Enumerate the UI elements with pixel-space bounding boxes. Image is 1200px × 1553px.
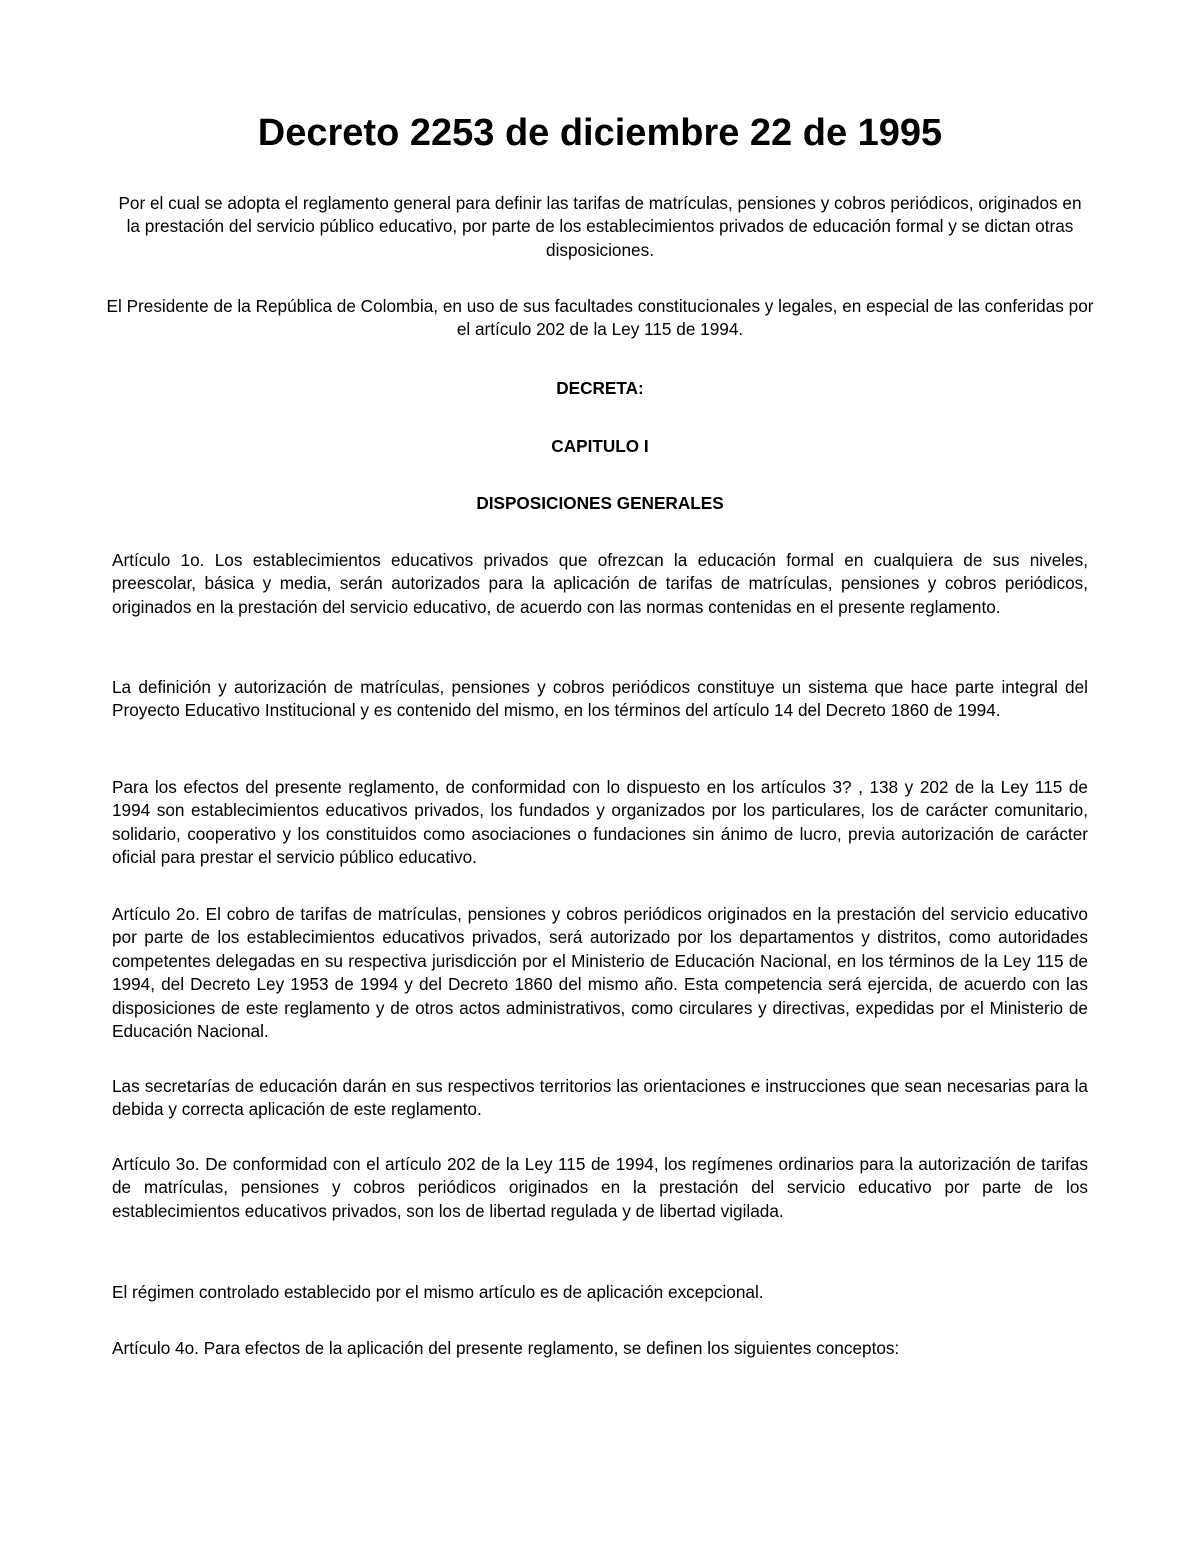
article-1-paragraph: Artículo 1o. Los establecimientos educativos privados que ofrezcan la educación formal en cualquiera de sus niveles, preescolar, básica y media, serán autorizados para la aplicación de tarifas de matrículas, pensiones y cobros periódicos, originados en la prestación del servicio educativo, de acuerdo con las normas contenidas en el presente reglamento. <box>112 550 1088 617</box>
article-1-paragraph-2: La definición y autorización de matrículas, pensiones y cobros periódicos constituye un sistema que hace parte integral del Proyecto Educativo Institucional y es contenido del mismo, en los términos del artículo 14 del Decreto 1860 de 1994. <box>112 677 1088 721</box>
article-2-paragraph-2: Las secretarías de educación darán en sus respectivos territorios las orientaciones e instrucciones que sean necesarias para la debida y correcta aplicación de este reglamento. <box>112 1076 1088 1120</box>
article-3-paragraph-2: El régimen controlado establecido por el mismo artículo es de aplicación excepcional. <box>112 1282 764 1302</box>
article-3-paragraph: Artículo 3o. De conformidad con el artículo 202 de la Ley 115 de 1994, los regímenes ordinarios para la autorización de tarifas de matrículas, pensiones y cobros periódicos originados en la prestación del servicio educativo por parte de los establecimientos educativos privados, son los de libertad regulada y de libertad vigilada. <box>112 1154 1088 1221</box>
document-title: Decreto 2253 de diciembre 22 de 1995 <box>257 112 943 154</box>
chapter-title: DISPOSICIONES GENERALES <box>476 493 724 513</box>
preamble: El Presidente de la República de Colombia, en uso de sus facultades constitucionales y legales, en especial de las conferidas por el artículo 202 de la Ley 115 de 1994. <box>106 296 1094 340</box>
chapter-heading: CAPITULO I <box>551 436 649 456</box>
decreta-heading: DECRETA: <box>556 378 644 398</box>
document-subtitle: Por el cual se adopta el reglamento general para definir las tarifas de matrículas, pensiones y cobros periódicos, originados en la prestación del servicio público educativo, por parte de los establecimientos privados de educación formal y se dictan otras disposiciones. <box>118 193 1082 260</box>
article-4-paragraph: Artículo 4o. Para efectos de la aplicación del presente reglamento, se definen los siguientes conceptos: <box>112 1338 900 1358</box>
article-1-paragraph-3: Para los efectos del presente reglamento, de conformidad con lo dispuesto en los artículos 3? , 138 y 202 de la Ley 115 de 1994 son establecimientos educativos privados, los fundados y organizados por los particulares, los de carácter comunitario, solidario, cooperativo y los constituidos como asociaciones o fundaciones sin ánimo de lucro, previa autorización de carácter oficial para prestar el servicio público educativo. <box>112 777 1088 868</box>
article-2-paragraph: Artículo 2o. El cobro de tarifas de matrículas, pensiones y cobros periódicos originados en la prestación del servicio educativo por parte de los establecimientos educativos privados, será autorizado por los departamentos y distritos, como autoridades competentes delegadas en su respectiva jurisdicción por el Ministerio de Educación Nacional, en los términos de la Ley 115 de 1994, del Decreto Ley 1953 de 1994 y del Decreto 1860 del mismo año. Esta competencia será ejercida, de acuerdo con las disposiciones de este reglamento y de otros actos administrativos, como circulares y directivas, expedidas por el Ministerio de Educación Nacional. <box>112 904 1088 1042</box>
